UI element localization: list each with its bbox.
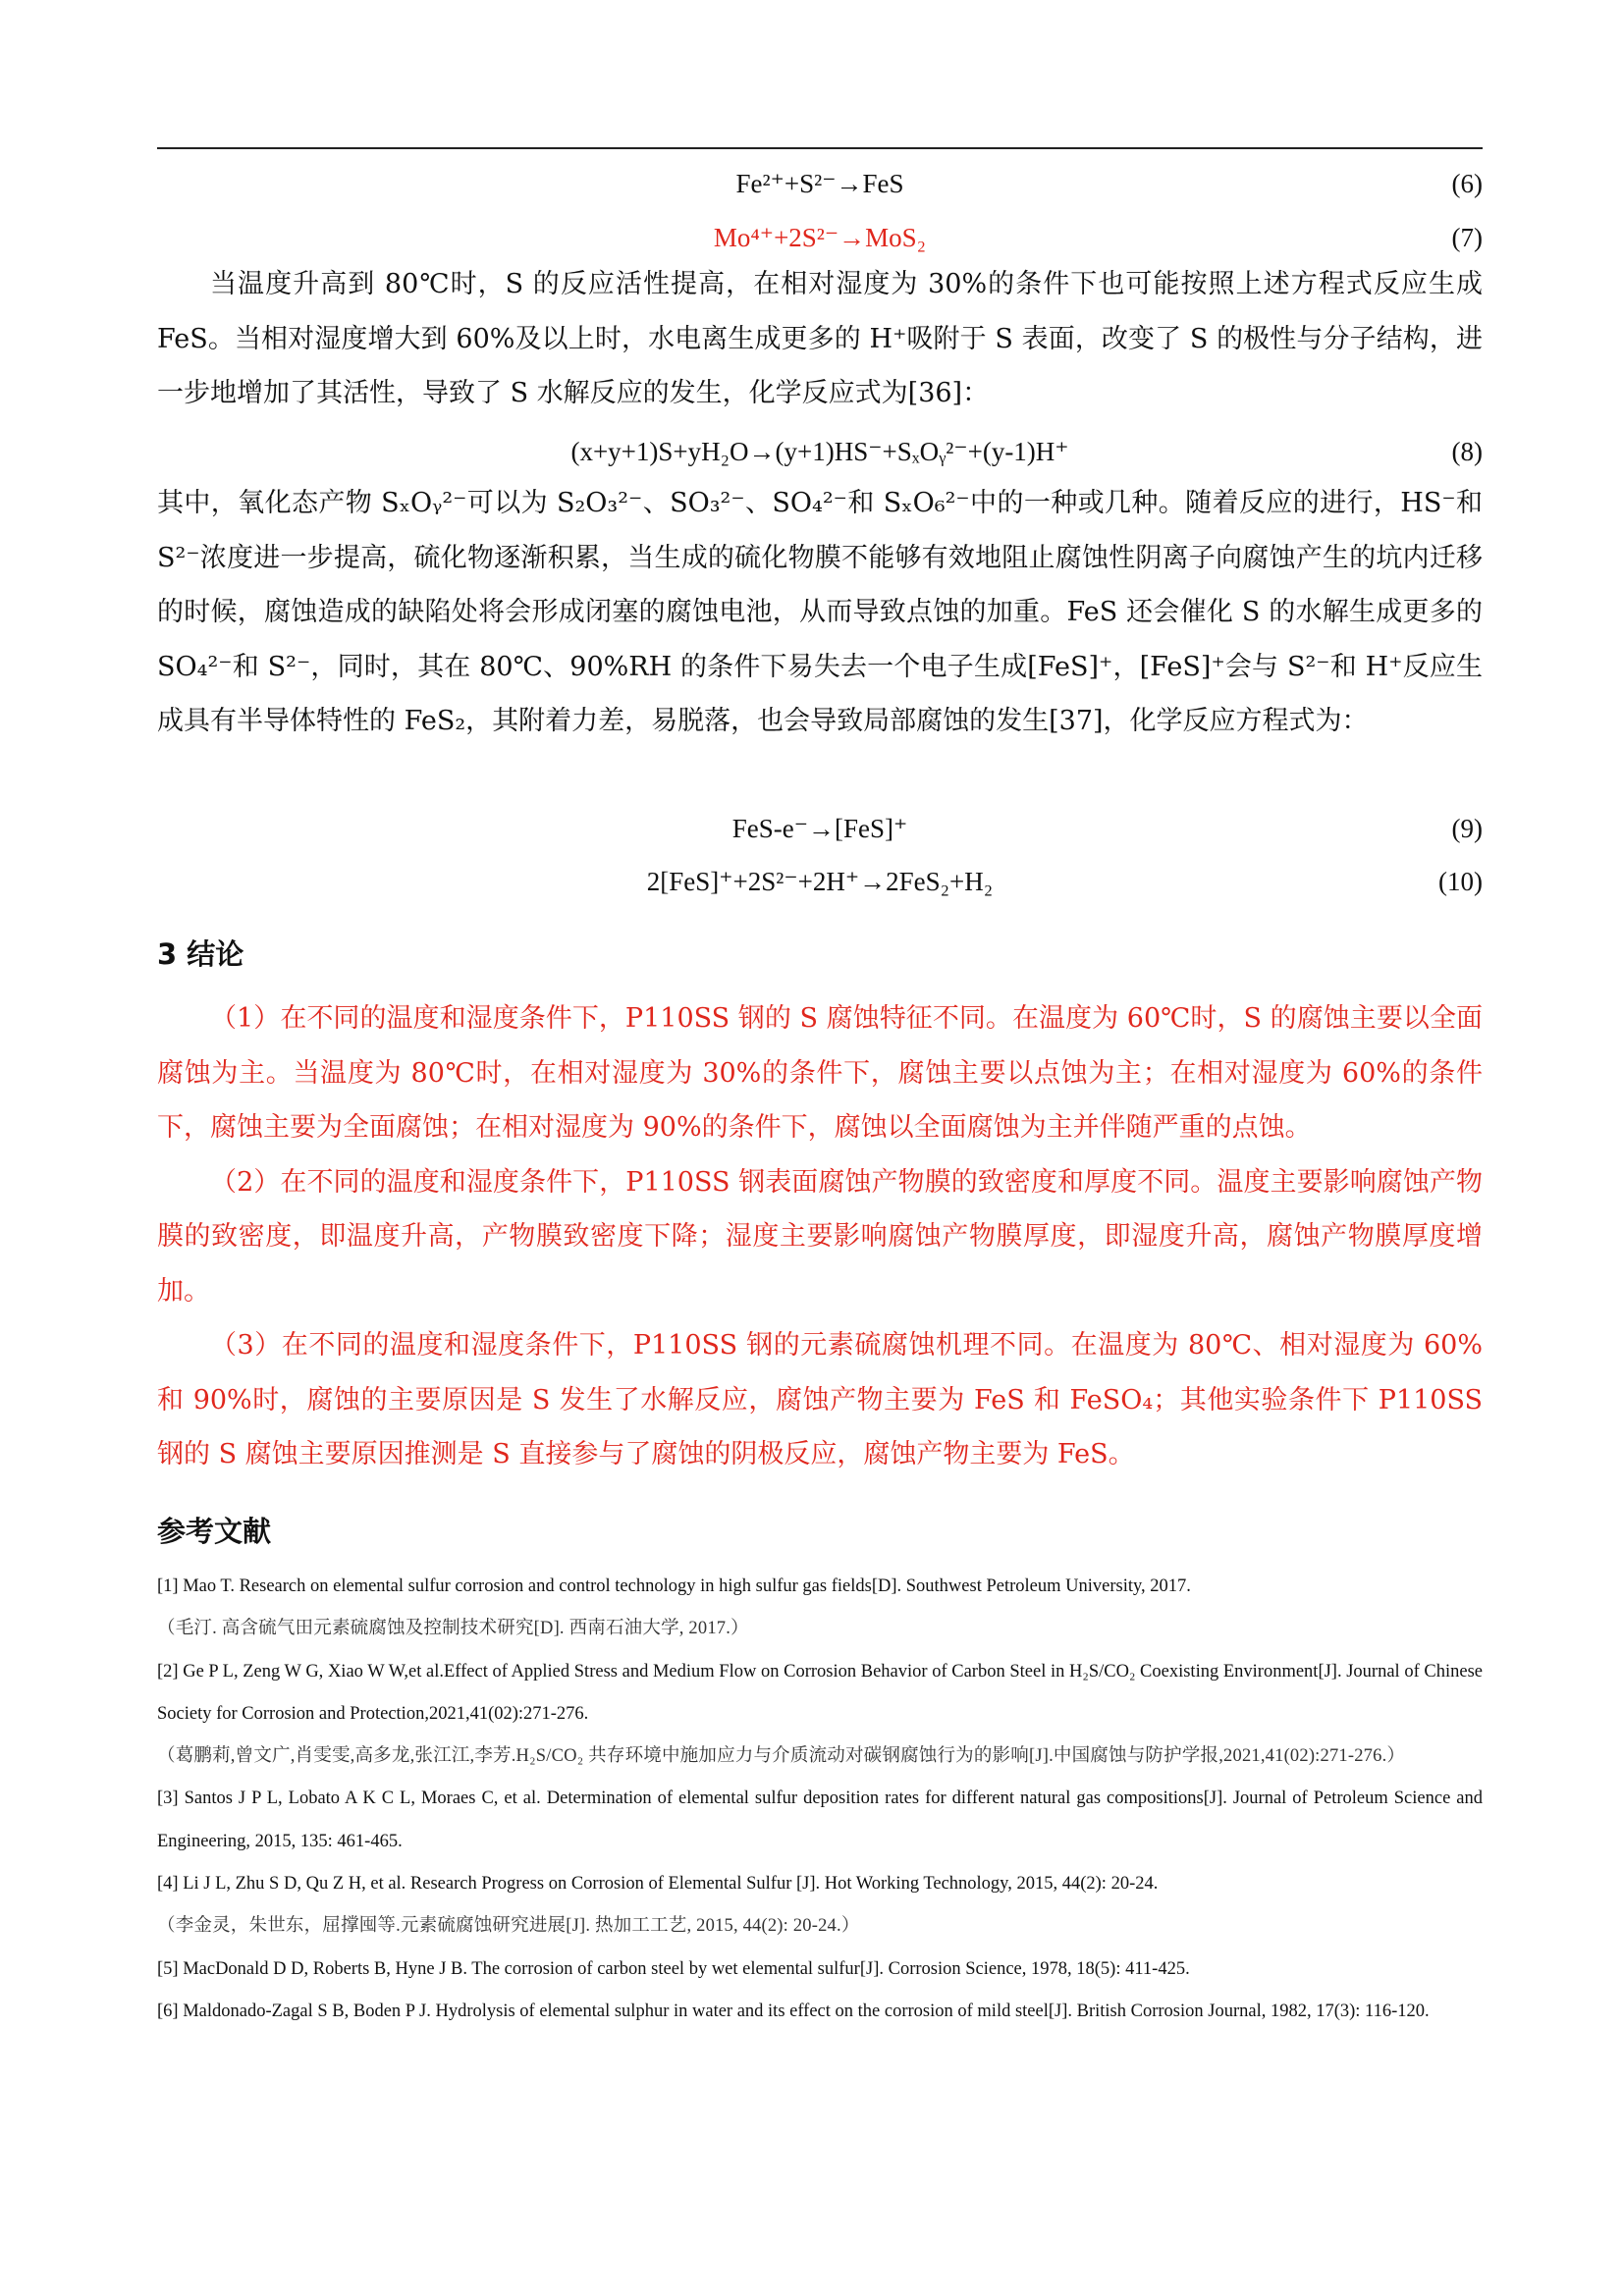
paragraph-text: 其中，氧化态产物 SₓOᵧ²⁻可以为 S₂O₃²⁻、SO₃²⁻、SO₄²⁻和 SₓO₆²⁻中的一种或几种。随着反应的进行，HS⁻和 S²⁻浓度进一步提高，硫化物逐渐积累，当生成的硫化物膜不能够有效地阻止腐蚀性阴离子向腐蚀产生的坑内迁移的时候，腐蚀造成的缺陷处将会形成闭塞的腐蚀电池，从而导致点蚀的加重。FeS 还会催化 S 的水解生成更多的 SO₄²⁻和 S²⁻，同时，其在 80℃、90%RH 的条件下易失去一个电子生成[FeS]⁺，[FeS]⁺会与 S²⁻和 H⁺反应生成具有半导体特性的 FeS₂，其附着力差，易脱落，也会导致局部腐蚀的发生[37]，化学反应方程式为： [157,488,1483,736]
equation-6-number: (6) [1451,169,1483,198]
conclusion-item: （1）在不同的温度和湿度条件下，P110SS 钢的 S 腐蚀特征不同。在温度为 60℃时，S 的腐蚀主要以全面腐蚀为主。当温度为 80℃时，在相对湿度为 30%的条件下，腐蚀主要以点蚀为主；在相对湿度为 60%的条件下，腐蚀主要为全面腐蚀；在相对湿度为 90%的条件下，腐蚀以全面腐蚀为主并伴随严重的点蚀。 [157,1003,1483,1143]
reference-item-chinese: （毛汀. 高含硫气田元素硫腐蚀及控制技术研究[D]. 西南石油大学, 2017.） [157,1619,749,1639]
conclusion-item: （3）在不同的温度和湿度条件下，P110SS 钢的元素硫腐蚀机理不同。在温度为 80℃、相对湿度为 60%和 90%时，腐蚀的主要原因是 S 发生了水解反应，腐蚀产物主要为 FeS 和 FeSO₄；其他实验条件下 P110SS 钢的 S 腐蚀主要原因推测是 S 直接参与了腐蚀的阴极反应，腐蚀产物主要为 FeS。 [157,1330,1483,1469]
equation-8 [157,428,1483,475]
reference-item: [4] Li J L, Zhu S D, Qu Z H, et al. Research Progress on Corrosion of Elemental Sulfur [J]. Hot Working Technology, 2015, 44(2): 20-24. [157,1874,1159,1895]
equation-7-number: (7) [1451,223,1483,252]
equation-10-number: (10) [1438,867,1483,896]
reference-item: [2] Ge P L, Zeng W G, Xiao W W,et al.Effect of Applied Stress and Medium Flow on Corrosion Behavior of Carbon Steel in H₂S/CO₂ Coexisting Environment[J]. Journal of Chinese Society for Corrosion and Protection,2021,41(02):271-276. [157,1661,1483,1724]
reference-item: [5] MacDonald D D, Roberts B, Hyne J B. The corrosion of carbon steel by wet elemental sulfur[J]. Corrosion Science, 1978, 18(5): 411-425. [157,1958,1190,1979]
header-rule [157,147,1483,149]
body-paragraph-1 [157,257,1483,421]
equation-7-formula: Mo⁴⁺+2S²⁻→MoS₂ [713,223,927,252]
references-heading: 参考文献 [157,1515,272,1548]
equation-10 [157,858,1483,905]
reference-list [157,1566,1483,2033]
reference-item-chinese: （葛鹏莉,曾文广,肖雯雯,高多龙,张江江,李芳.H₂S/CO₂ 共存环境中施加应力与介质流动对碳钢腐蚀行为的影响[J].中国腐蚀与防护学报,2021,41(02):271-276.） [157,1746,1406,1767]
equation-9 [157,805,1483,852]
equation-6 [157,160,1483,207]
conclusion-list [157,991,1483,1482]
equation-8-formula: (x+y+1)S+yH₂O→(y+1)HS⁻+SₓOᵧ²⁻+(y-1)H⁺ [570,437,1069,466]
equation-6-formula: Fe²⁺+S²⁻→FeS [735,169,904,198]
equation-7 [157,214,1483,261]
conclusion-item: （2）在不同的温度和湿度条件下，P110SS 钢表面腐蚀产物膜的致密度和厚度不同。温度主要影响腐蚀产物膜的致密度，即温度升高，产物膜致密度下降；湿度主要影响腐蚀产物膜厚度，即湿度升高，腐蚀产物膜厚度增加。 [157,1166,1483,1307]
body-paragraph-2 [157,476,1483,749]
paragraph-text: 当温度升高到 80℃时，S 的反应活性提高，在相对湿度为 30%的条件下也可能按照上述方程式反应生成 FeS。当相对湿度增大到 60%及以上时，水电离生成更多的 H⁺吸附于 S 表面，改变了 S 的极性与分子结构，进一步地增加了其活性，导致了 S 水解反应的发生，化学反应式为[36]： [157,269,1483,408]
reference-item-chinese: （李金灵，朱世东，屈撑囤等.元素硫腐蚀研究进展[J]. 热加工工艺, 2015, 44(2): 20-24.） [157,1916,860,1937]
equation-9-number: (9) [1451,814,1483,843]
equation-9-formula: FeS-e⁻→[FeS]⁺ [731,814,908,843]
reference-item: [3] Santos J P L, Lobato A K C L, Moraes C, et al. Determination of elemental sulfur deposition rates for different natural gas compositions[J]. Journal of Petroleum Science and Engineering, 2015, 135: 461-465. [157,1789,1483,1851]
equation-10-formula: 2[FeS]⁺+2S²⁻+2H⁺→2FeS₂+H₂ [646,867,994,896]
conclusion-heading: 3 结论 [157,937,244,971]
equation-8-number: (8) [1451,437,1483,466]
reference-item: [1] Mao T. Research on elemental sulfur corrosion and control technology in high sulfur gas fields[D]. Southwest Petroleum University, 2017. [157,1576,1191,1596]
reference-item: [6] Maldonado-Zagal S B, Boden P J. Hydrolysis of elemental sulphur in water and its effect on the corrosion of mild steel[J]. British Corrosion Journal, 1982, 17(3): 116-120. [157,2001,1430,2021]
